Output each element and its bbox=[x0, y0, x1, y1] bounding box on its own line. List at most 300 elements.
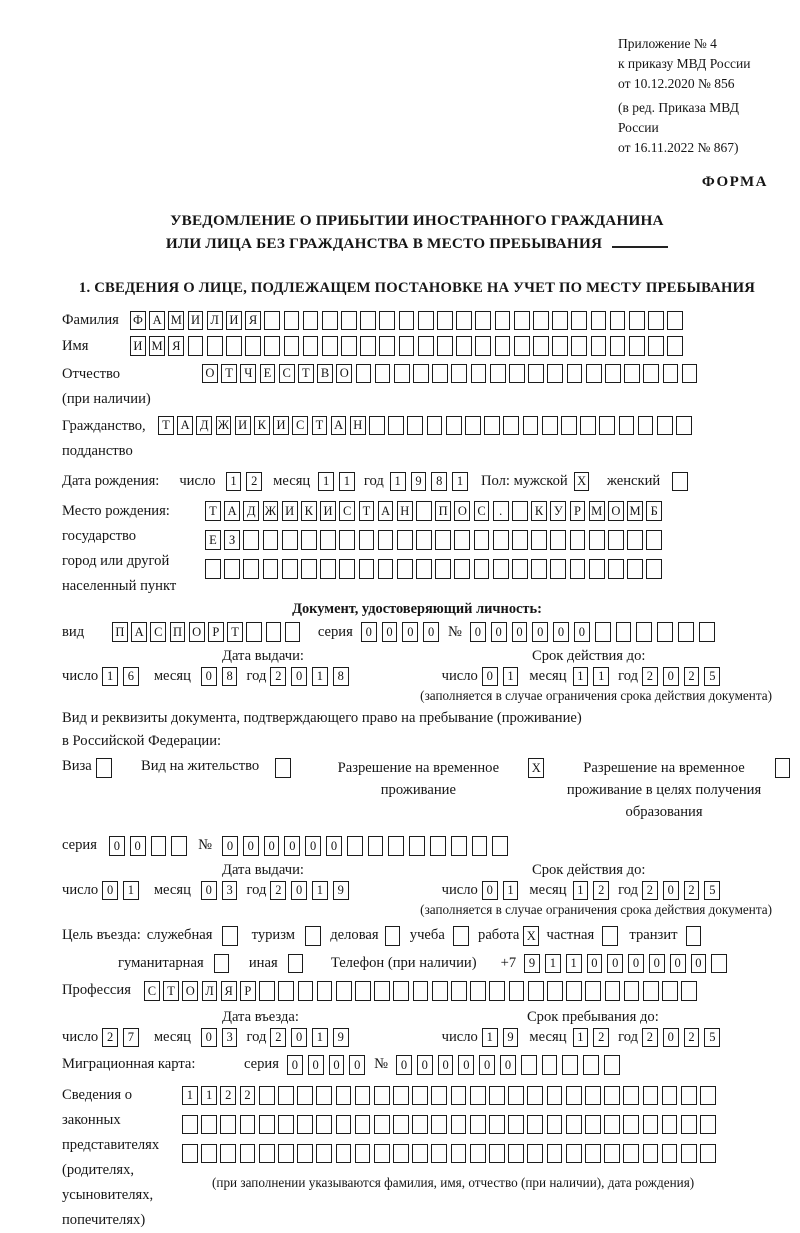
residence-permit-checkbox[interactable] bbox=[275, 758, 294, 778]
char-box[interactable] bbox=[523, 416, 539, 436]
char-box[interactable] bbox=[527, 1086, 543, 1106]
char-box[interactable]: 8 bbox=[431, 472, 447, 492]
char-box[interactable]: С bbox=[279, 364, 295, 384]
char-box[interactable] bbox=[585, 981, 601, 1001]
char-box[interactable]: 9 bbox=[524, 954, 540, 974]
char-box[interactable] bbox=[399, 311, 415, 331]
char-box[interactable]: К bbox=[531, 501, 547, 521]
char-box[interactable] bbox=[527, 1115, 543, 1135]
char-box[interactable] bbox=[547, 364, 563, 384]
char-box[interactable] bbox=[566, 1115, 582, 1135]
char-box[interactable] bbox=[409, 836, 425, 856]
char-box[interactable]: С bbox=[150, 622, 166, 642]
char-box[interactable] bbox=[533, 336, 549, 356]
surname-boxes[interactable] bbox=[130, 311, 686, 331]
char-box[interactable] bbox=[263, 559, 279, 579]
doc-valid-day-boxes[interactable] bbox=[482, 667, 524, 687]
char-box[interactable] bbox=[418, 311, 434, 331]
char-box[interactable] bbox=[531, 559, 547, 579]
sex-male-checkbox[interactable] bbox=[574, 472, 593, 492]
char-box[interactable] bbox=[512, 559, 528, 579]
char-box[interactable]: С bbox=[144, 981, 160, 1001]
char-box[interactable]: С bbox=[474, 501, 490, 521]
char-box[interactable] bbox=[475, 311, 491, 331]
char-box[interactable] bbox=[454, 530, 470, 550]
char-box[interactable]: Л bbox=[202, 981, 218, 1001]
char-box[interactable] bbox=[585, 1115, 601, 1135]
purpose-other-checkbox[interactable] bbox=[288, 954, 307, 974]
char-box[interactable] bbox=[451, 1144, 467, 1164]
char-box[interactable]: . bbox=[493, 501, 509, 521]
char-box[interactable]: Т bbox=[158, 416, 174, 436]
doc-valid-year-boxes[interactable] bbox=[642, 667, 725, 687]
char-box[interactable] bbox=[416, 559, 432, 579]
char-box[interactable] bbox=[493, 559, 509, 579]
char-box[interactable]: 2 bbox=[270, 1028, 286, 1048]
char-box[interactable]: П bbox=[112, 622, 128, 642]
char-box[interactable]: 1 bbox=[390, 472, 406, 492]
char-box[interactable] bbox=[374, 981, 390, 1001]
char-box[interactable]: 2 bbox=[684, 667, 700, 687]
char-box[interactable] bbox=[303, 336, 319, 356]
char-box[interactable] bbox=[624, 364, 640, 384]
char-box[interactable] bbox=[222, 926, 238, 946]
char-box[interactable] bbox=[662, 981, 678, 1001]
char-box[interactable]: К bbox=[254, 416, 270, 436]
char-box[interactable]: Я bbox=[245, 311, 261, 331]
char-box[interactable] bbox=[385, 926, 401, 946]
char-box[interactable] bbox=[475, 336, 491, 356]
citizenship-boxes[interactable] bbox=[158, 416, 695, 436]
char-box[interactable] bbox=[508, 1144, 524, 1164]
char-box[interactable] bbox=[681, 981, 697, 1001]
char-box[interactable] bbox=[595, 622, 611, 642]
char-box[interactable]: Т bbox=[312, 416, 328, 436]
char-box[interactable] bbox=[512, 501, 528, 521]
char-box[interactable]: 0 bbox=[670, 954, 686, 974]
char-box[interactable] bbox=[682, 364, 698, 384]
char-box[interactable]: 0 bbox=[201, 667, 217, 687]
char-box[interactable] bbox=[643, 364, 659, 384]
char-box[interactable] bbox=[171, 836, 187, 856]
char-box[interactable]: 0 bbox=[663, 881, 679, 901]
char-box[interactable] bbox=[259, 981, 275, 1001]
char-box[interactable] bbox=[586, 364, 602, 384]
char-box[interactable] bbox=[471, 364, 487, 384]
char-box[interactable] bbox=[355, 1086, 371, 1106]
char-box[interactable] bbox=[470, 1144, 486, 1164]
char-box[interactable]: 2 bbox=[102, 1028, 118, 1048]
residence-number-boxes[interactable] bbox=[222, 836, 513, 856]
char-box[interactable] bbox=[583, 1055, 599, 1075]
char-box[interactable] bbox=[470, 1115, 486, 1135]
char-box[interactable]: 5 bbox=[704, 667, 720, 687]
char-box[interactable]: М bbox=[589, 501, 605, 521]
char-box[interactable]: 0 bbox=[308, 1055, 324, 1075]
char-box[interactable] bbox=[662, 1144, 678, 1164]
char-box[interactable]: 1 bbox=[312, 1028, 328, 1048]
residence-issue-day-boxes[interactable] bbox=[102, 881, 144, 901]
char-box[interactable] bbox=[616, 622, 632, 642]
char-box[interactable]: 5 bbox=[704, 881, 720, 901]
char-box[interactable] bbox=[418, 336, 434, 356]
char-box[interactable]: 0 bbox=[201, 1028, 217, 1048]
char-box[interactable] bbox=[470, 981, 486, 1001]
char-box[interactable]: З bbox=[224, 530, 240, 550]
char-box[interactable]: 1 bbox=[123, 881, 139, 901]
char-box[interactable] bbox=[514, 311, 530, 331]
char-box[interactable] bbox=[566, 1144, 582, 1164]
char-box[interactable] bbox=[263, 530, 279, 550]
representatives-boxes-row1[interactable] bbox=[182, 1086, 719, 1106]
purpose-official-checkbox[interactable] bbox=[222, 926, 241, 946]
char-box[interactable] bbox=[374, 1086, 390, 1106]
char-box[interactable] bbox=[604, 1144, 620, 1164]
char-box[interactable] bbox=[336, 981, 352, 1001]
char-box[interactable]: 1 bbox=[452, 472, 468, 492]
char-box[interactable] bbox=[643, 1144, 659, 1164]
char-box[interactable] bbox=[264, 311, 280, 331]
char-box[interactable] bbox=[347, 836, 363, 856]
char-box[interactable] bbox=[489, 1144, 505, 1164]
char-box[interactable] bbox=[663, 364, 679, 384]
char-box[interactable]: 0 bbox=[607, 954, 623, 974]
char-box[interactable] bbox=[589, 559, 605, 579]
char-box[interactable] bbox=[288, 954, 304, 974]
char-box[interactable] bbox=[413, 981, 429, 1001]
char-box[interactable] bbox=[360, 336, 376, 356]
char-box[interactable] bbox=[188, 336, 204, 356]
char-box[interactable]: 0 bbox=[663, 1028, 679, 1048]
birth-day-boxes[interactable] bbox=[226, 472, 268, 492]
char-box[interactable] bbox=[552, 336, 568, 356]
char-box[interactable]: 1 bbox=[545, 954, 561, 974]
char-box[interactable]: 5 bbox=[704, 1028, 720, 1048]
char-box[interactable] bbox=[275, 758, 291, 778]
char-box[interactable]: 0 bbox=[438, 1055, 454, 1075]
char-box[interactable] bbox=[303, 311, 319, 331]
char-box[interactable]: А bbox=[149, 311, 165, 331]
char-box[interactable] bbox=[547, 1115, 563, 1135]
char-box[interactable]: П bbox=[170, 622, 186, 642]
char-box[interactable]: 6 bbox=[123, 667, 139, 687]
char-box[interactable]: 1 bbox=[566, 954, 582, 974]
char-box[interactable] bbox=[489, 1086, 505, 1106]
char-box[interactable]: 1 bbox=[226, 472, 242, 492]
char-box[interactable]: 9 bbox=[503, 1028, 519, 1048]
char-box[interactable] bbox=[602, 926, 618, 946]
char-box[interactable] bbox=[514, 336, 530, 356]
char-box[interactable] bbox=[648, 311, 664, 331]
char-box[interactable] bbox=[430, 836, 446, 856]
char-box[interactable] bbox=[489, 981, 505, 1001]
char-box[interactable] bbox=[393, 1144, 409, 1164]
char-box[interactable]: О bbox=[336, 364, 352, 384]
char-box[interactable]: Т bbox=[221, 364, 237, 384]
char-box[interactable]: И bbox=[188, 311, 204, 331]
char-box[interactable] bbox=[681, 1144, 697, 1164]
char-box[interactable] bbox=[432, 364, 448, 384]
char-box[interactable] bbox=[646, 559, 662, 579]
char-box[interactable]: 0 bbox=[553, 622, 569, 642]
char-box[interactable] bbox=[646, 530, 662, 550]
char-box[interactable] bbox=[226, 336, 242, 356]
char-box[interactable]: 0 bbox=[130, 836, 146, 856]
char-box[interactable] bbox=[451, 836, 467, 856]
char-box[interactable]: К bbox=[301, 501, 317, 521]
char-box[interactable] bbox=[571, 336, 587, 356]
char-box[interactable] bbox=[567, 364, 583, 384]
char-box[interactable]: 0 bbox=[109, 836, 125, 856]
char-box[interactable] bbox=[667, 336, 683, 356]
char-box[interactable]: 0 bbox=[305, 836, 321, 856]
char-box[interactable] bbox=[317, 981, 333, 1001]
char-box[interactable] bbox=[503, 416, 519, 436]
residence-valid-day-boxes[interactable] bbox=[482, 881, 524, 901]
char-box[interactable]: Н bbox=[350, 416, 366, 436]
char-box[interactable] bbox=[355, 1115, 371, 1135]
purpose-work-checkbox[interactable] bbox=[523, 926, 542, 946]
char-box[interactable]: X bbox=[528, 758, 544, 778]
char-box[interactable]: И bbox=[226, 311, 242, 331]
char-box[interactable] bbox=[201, 1115, 217, 1135]
char-box[interactable] bbox=[305, 926, 321, 946]
char-box[interactable]: 2 bbox=[220, 1086, 236, 1106]
patronymic-boxes[interactable] bbox=[202, 364, 701, 384]
char-box[interactable] bbox=[284, 336, 300, 356]
char-box[interactable] bbox=[623, 1086, 639, 1106]
char-box[interactable] bbox=[542, 1055, 558, 1075]
char-box[interactable]: Ч bbox=[240, 364, 256, 384]
char-box[interactable]: 0 bbox=[491, 622, 507, 642]
char-box[interactable] bbox=[629, 311, 645, 331]
char-box[interactable]: 0 bbox=[264, 836, 280, 856]
char-box[interactable] bbox=[627, 530, 643, 550]
char-box[interactable]: Д bbox=[243, 501, 259, 521]
char-box[interactable]: Т bbox=[298, 364, 314, 384]
char-box[interactable] bbox=[182, 1115, 198, 1135]
char-box[interactable] bbox=[297, 1086, 313, 1106]
char-box[interactable]: 2 bbox=[642, 667, 658, 687]
char-box[interactable] bbox=[451, 1086, 467, 1106]
char-box[interactable] bbox=[356, 364, 372, 384]
char-box[interactable]: И bbox=[130, 336, 146, 356]
char-box[interactable] bbox=[412, 1115, 428, 1135]
doc-valid-month-boxes[interactable] bbox=[573, 667, 615, 687]
char-box[interactable] bbox=[437, 311, 453, 331]
char-box[interactable] bbox=[662, 1086, 678, 1106]
char-box[interactable] bbox=[224, 559, 240, 579]
char-box[interactable]: 9 bbox=[333, 881, 349, 901]
char-box[interactable] bbox=[416, 501, 432, 521]
char-box[interactable] bbox=[493, 530, 509, 550]
entry-year-boxes[interactable] bbox=[270, 1028, 353, 1048]
name-boxes[interactable] bbox=[130, 336, 686, 356]
char-box[interactable] bbox=[605, 364, 621, 384]
entry-day-boxes[interactable] bbox=[102, 1028, 144, 1048]
char-box[interactable] bbox=[711, 954, 727, 974]
char-box[interactable] bbox=[456, 336, 472, 356]
char-box[interactable] bbox=[531, 530, 547, 550]
char-box[interactable] bbox=[552, 311, 568, 331]
char-box[interactable] bbox=[610, 311, 626, 331]
char-box[interactable] bbox=[474, 559, 490, 579]
char-box[interactable]: М bbox=[149, 336, 165, 356]
char-box[interactable] bbox=[451, 1115, 467, 1135]
char-box[interactable] bbox=[220, 1115, 236, 1135]
doc-series-boxes[interactable] bbox=[361, 622, 444, 642]
char-box[interactable]: 0 bbox=[628, 954, 644, 974]
char-box[interactable]: 1 bbox=[593, 667, 609, 687]
char-box[interactable] bbox=[285, 622, 301, 642]
char-box[interactable]: С bbox=[339, 501, 355, 521]
char-box[interactable] bbox=[648, 336, 664, 356]
char-box[interactable] bbox=[566, 1086, 582, 1106]
char-box[interactable] bbox=[608, 530, 624, 550]
char-box[interactable]: 0 bbox=[663, 667, 679, 687]
char-box[interactable]: 1 bbox=[503, 667, 519, 687]
char-box[interactable]: 2 bbox=[240, 1086, 256, 1106]
char-box[interactable] bbox=[454, 559, 470, 579]
migration-number-boxes[interactable] bbox=[396, 1055, 625, 1075]
char-box[interactable] bbox=[604, 1086, 620, 1106]
char-box[interactable] bbox=[264, 336, 280, 356]
char-box[interactable]: 9 bbox=[411, 472, 427, 492]
char-box[interactable]: 0 bbox=[417, 1055, 433, 1075]
char-box[interactable] bbox=[453, 926, 469, 946]
char-box[interactable] bbox=[316, 1144, 332, 1164]
char-box[interactable]: Л bbox=[207, 311, 223, 331]
char-box[interactable] bbox=[301, 530, 317, 550]
char-box[interactable] bbox=[336, 1144, 352, 1164]
char-box[interactable] bbox=[297, 1144, 313, 1164]
char-box[interactable] bbox=[388, 416, 404, 436]
char-box[interactable]: 0 bbox=[102, 881, 118, 901]
char-box[interactable] bbox=[657, 416, 673, 436]
residence-valid-month-boxes[interactable] bbox=[573, 881, 615, 901]
char-box[interactable]: Д bbox=[196, 416, 212, 436]
char-box[interactable] bbox=[240, 1144, 256, 1164]
char-box[interactable] bbox=[566, 981, 582, 1001]
char-box[interactable] bbox=[562, 1055, 578, 1075]
residence-issue-year-boxes[interactable] bbox=[270, 881, 353, 901]
doc-number-boxes[interactable] bbox=[470, 622, 720, 642]
char-box[interactable] bbox=[623, 1144, 639, 1164]
char-box[interactable] bbox=[643, 1086, 659, 1106]
char-box[interactable]: Я bbox=[168, 336, 184, 356]
char-box[interactable] bbox=[570, 559, 586, 579]
char-box[interactable] bbox=[533, 311, 549, 331]
char-box[interactable] bbox=[686, 926, 702, 946]
char-box[interactable] bbox=[474, 530, 490, 550]
char-box[interactable]: Р bbox=[240, 981, 256, 1001]
stay-day-boxes[interactable] bbox=[482, 1028, 524, 1048]
char-box[interactable] bbox=[528, 364, 544, 384]
char-box[interactable]: 0 bbox=[458, 1055, 474, 1075]
char-box[interactable] bbox=[550, 559, 566, 579]
residence-series-boxes[interactable] bbox=[109, 836, 192, 856]
char-box[interactable]: 0 bbox=[222, 836, 238, 856]
char-box[interactable]: 2 bbox=[270, 667, 286, 687]
char-box[interactable] bbox=[220, 1144, 236, 1164]
char-box[interactable] bbox=[550, 530, 566, 550]
char-box[interactable] bbox=[604, 1055, 620, 1075]
char-box[interactable] bbox=[490, 364, 506, 384]
purpose-study-checkbox[interactable] bbox=[453, 926, 472, 946]
char-box[interactable]: 1 bbox=[573, 1028, 589, 1048]
purpose-transit-checkbox[interactable] bbox=[686, 926, 705, 946]
char-box[interactable] bbox=[547, 1144, 563, 1164]
char-box[interactable]: М bbox=[627, 501, 643, 521]
char-box[interactable] bbox=[399, 336, 415, 356]
char-box[interactable] bbox=[369, 416, 385, 436]
char-box[interactable]: 0 bbox=[284, 836, 300, 856]
char-box[interactable] bbox=[580, 416, 596, 436]
char-box[interactable]: 1 bbox=[201, 1086, 217, 1106]
char-box[interactable] bbox=[266, 622, 282, 642]
char-box[interactable] bbox=[412, 1086, 428, 1106]
char-box[interactable] bbox=[282, 559, 298, 579]
char-box[interactable] bbox=[336, 1115, 352, 1135]
char-box[interactable] bbox=[278, 981, 294, 1001]
char-box[interactable] bbox=[214, 954, 230, 974]
char-box[interactable] bbox=[278, 1115, 294, 1135]
edu-permit-checkbox[interactable] bbox=[775, 758, 794, 778]
char-box[interactable] bbox=[508, 1086, 524, 1106]
char-box[interactable]: 2 bbox=[642, 881, 658, 901]
char-box[interactable] bbox=[509, 981, 525, 1001]
char-box[interactable]: 8 bbox=[222, 667, 238, 687]
representatives-boxes-row3[interactable] bbox=[182, 1144, 719, 1164]
char-box[interactable]: Е bbox=[205, 530, 221, 550]
char-box[interactable]: 3 bbox=[222, 1028, 238, 1048]
char-box[interactable]: 1 bbox=[573, 881, 589, 901]
char-box[interactable]: 1 bbox=[312, 667, 328, 687]
char-box[interactable]: 3 bbox=[222, 881, 238, 901]
char-box[interactable]: 1 bbox=[573, 667, 589, 687]
char-box[interactable]: О bbox=[454, 501, 470, 521]
char-box[interactable] bbox=[623, 1115, 639, 1135]
char-box[interactable]: С bbox=[292, 416, 308, 436]
char-box[interactable]: А bbox=[224, 501, 240, 521]
char-box[interactable] bbox=[413, 364, 429, 384]
char-box[interactable] bbox=[416, 530, 432, 550]
char-box[interactable]: 0 bbox=[326, 836, 342, 856]
char-box[interactable] bbox=[495, 311, 511, 331]
stay-month-boxes[interactable] bbox=[573, 1028, 615, 1048]
char-box[interactable] bbox=[700, 1144, 716, 1164]
char-box[interactable] bbox=[512, 530, 528, 550]
char-box[interactable] bbox=[374, 1144, 390, 1164]
birth-year-boxes[interactable] bbox=[390, 472, 473, 492]
char-box[interactable] bbox=[336, 1086, 352, 1106]
char-box[interactable] bbox=[378, 559, 394, 579]
char-box[interactable] bbox=[627, 559, 643, 579]
char-box[interactable] bbox=[610, 336, 626, 356]
char-box[interactable]: Ж bbox=[216, 416, 232, 436]
char-box[interactable] bbox=[393, 981, 409, 1001]
char-box[interactable] bbox=[521, 1055, 537, 1075]
char-box[interactable]: П bbox=[435, 501, 451, 521]
char-box[interactable] bbox=[301, 559, 317, 579]
birth-place-boxes-row1[interactable] bbox=[205, 501, 666, 521]
char-box[interactable] bbox=[484, 416, 500, 436]
char-box[interactable] bbox=[431, 1086, 447, 1106]
char-box[interactable] bbox=[508, 1115, 524, 1135]
char-box[interactable] bbox=[341, 336, 357, 356]
char-box[interactable]: А bbox=[378, 501, 394, 521]
purpose-business-checkbox[interactable] bbox=[385, 926, 404, 946]
